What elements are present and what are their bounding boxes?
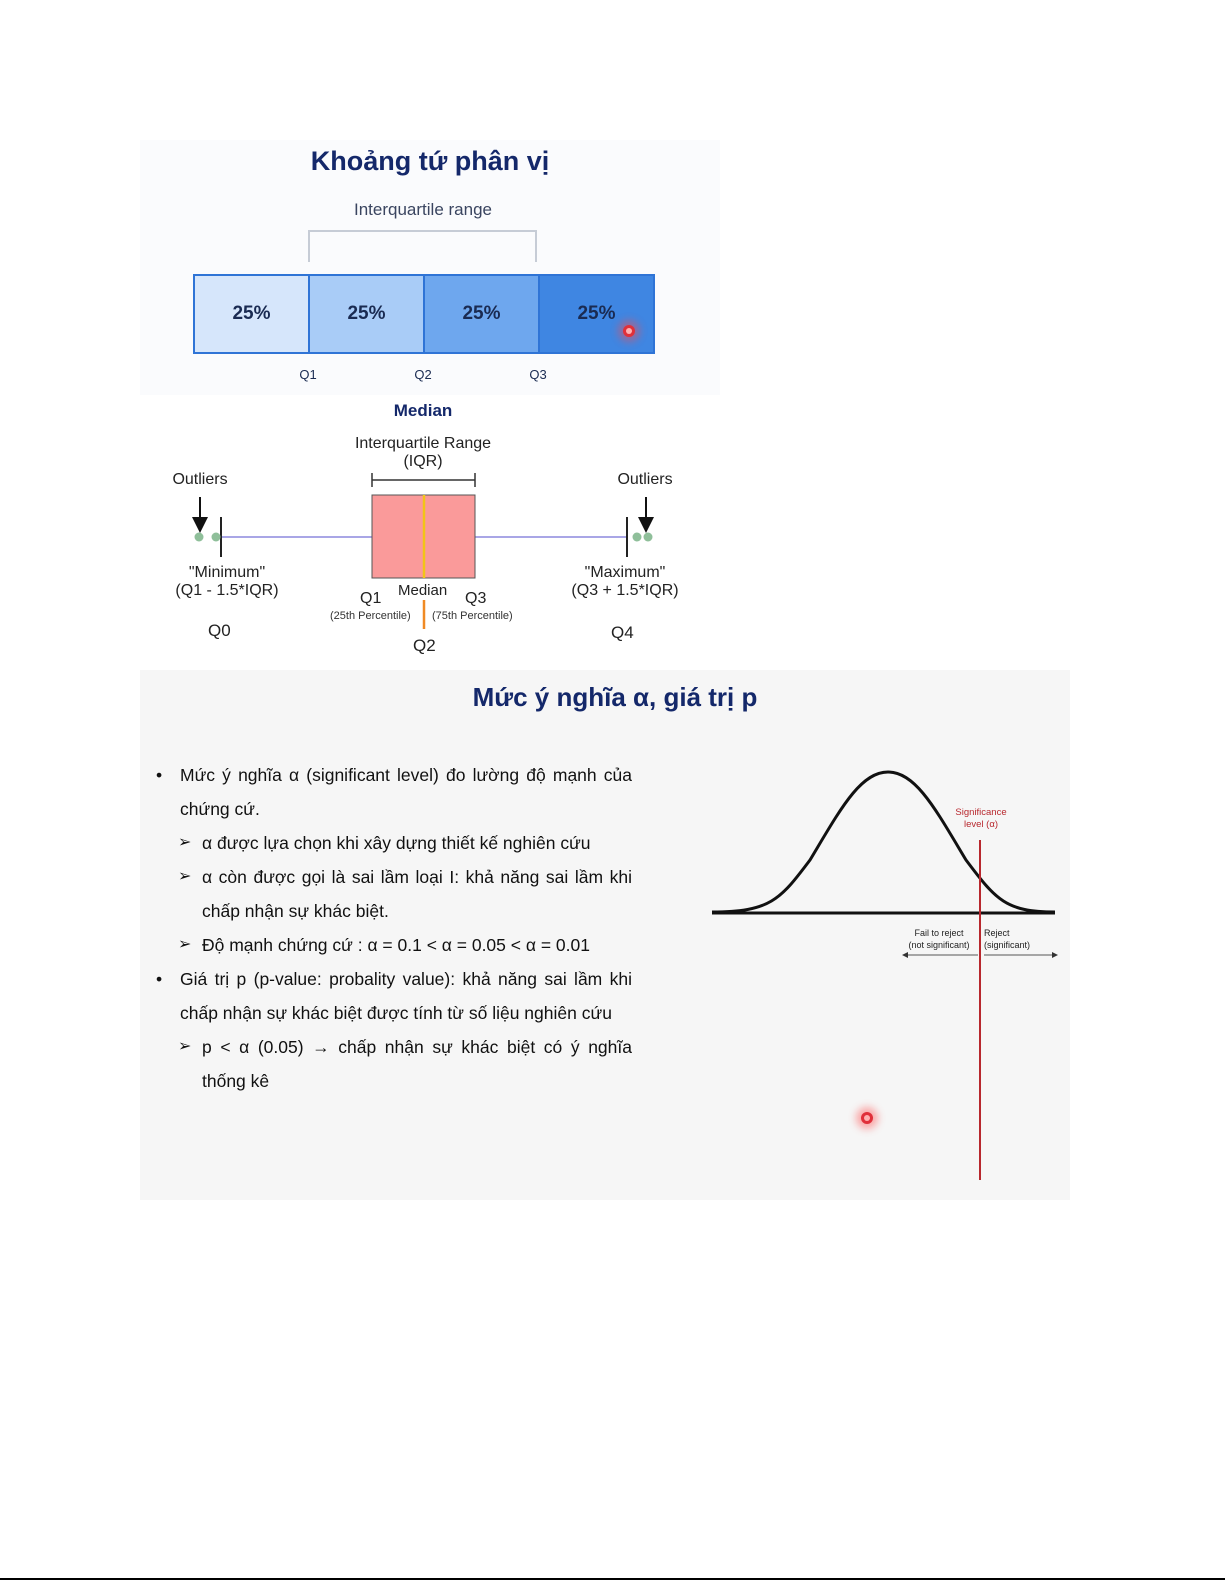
bullet-list (154, 758, 632, 1098)
bullet-alpha: • Mức ý nghĩa α (significant level) đo lường độ mạnh của chứng cứ. (154, 758, 632, 826)
outliers-right-label: Outliers (617, 471, 673, 488)
sub-bullet-alpha-design: ➢ α được lựa chọn khi xây dựng thiết kế nghiên cứu (154, 826, 632, 860)
minimum-label (162, 564, 292, 600)
bullet-p-value: • Giá trị p (p-value: probality value): khả năng sai lầm khi chấp nhận sự khác biệt được tính từ số liệu nghiên cứu (154, 962, 632, 1030)
maximum-label-line1: "Maximum" (584, 564, 666, 581)
minimum-label-line1: "Minimum" (188, 564, 266, 581)
page-bottom-rule (0, 1578, 1225, 1580)
fail-to-reject-label (900, 927, 978, 951)
fail-label-line2: (not significant) (908, 940, 970, 950)
cursor-indicator (861, 1112, 873, 1124)
outlier-point (633, 533, 642, 542)
iqr-bar-figure (140, 140, 720, 395)
outlier-point (195, 533, 204, 542)
sub-bullet-alpha-type1: ➢ α còn được gọi là sai lầm loại I: khả năng sai lầm khi chấp nhận sự khác biệt. (154, 860, 632, 928)
maximum-label-line2: (Q3 + 1.5*IQR) (571, 582, 679, 599)
iqr-figure-subtitle: Interquartile range (354, 200, 492, 219)
q4-label: Q4 (611, 623, 634, 642)
iqr-label-line1: Interquartile Range (354, 435, 492, 452)
q3-percentile-label: (75th Percentile) (432, 610, 513, 622)
median-heading: Median (393, 401, 453, 420)
outliers-left-label: Outliers (172, 471, 228, 488)
quartile-bar (193, 274, 655, 354)
outlier-point (212, 533, 221, 542)
q3-label: Q3 (529, 367, 547, 382)
reject-label (984, 927, 1044, 951)
q2-label: Q2 (414, 367, 432, 382)
significance-label-line1: Significance (955, 807, 1007, 818)
sub-bullet-evidence-strength: ➢ Độ mạnh chứng cứ : α = 0.1 < α = 0.05 < α = 0.01 (154, 928, 632, 962)
quartile-segment-2: 25% (310, 276, 425, 352)
cursor-indicator (623, 325, 635, 337)
quartile-segment-3: 25% (425, 276, 540, 352)
maximum-label (560, 564, 690, 600)
fail-label-line1: Fail to reject (914, 928, 964, 938)
iqr-figure-title: Khoảng tứ phân vị (310, 146, 550, 176)
q3-box-label: Q3 (465, 590, 487, 607)
significance-label (946, 807, 1016, 831)
minimum-label-line2: (Q1 - 1.5*IQR) (175, 582, 279, 599)
outlier-point (644, 533, 653, 542)
boxplot-figure (140, 395, 720, 663)
slide-title: Mức ý nghĩa α, giá trị p (472, 682, 758, 712)
quartile-segment-4: 25% (540, 276, 653, 352)
q2-bottom-label: Q2 (413, 636, 436, 655)
quartile-segment-1: 25% (195, 276, 310, 352)
reject-label-line2: (significant) (984, 940, 1031, 950)
q1-box-label: Q1 (360, 590, 382, 607)
significance-slide (140, 670, 1070, 1200)
iqr-label-line2: (IQR) (403, 453, 443, 470)
significance-label-line2: level (α) (964, 819, 998, 830)
iqr-bracket (308, 230, 537, 262)
iqr-dimension-line (372, 473, 475, 487)
q1-label: Q1 (299, 367, 317, 382)
sub-bullet-p-less-alpha: ➢ p < α (0.05) → chấp nhận sự khác biệt có ý nghĩa thống kê (154, 1030, 632, 1098)
q0-label: Q0 (208, 621, 231, 640)
median-box-label: Median (398, 582, 448, 599)
reject-label-line1: Reject (984, 928, 1010, 938)
q1-percentile-label: (25th Percentile) (330, 610, 411, 622)
normal-curve (712, 772, 1055, 912)
significance-diagram (710, 760, 1060, 1190)
